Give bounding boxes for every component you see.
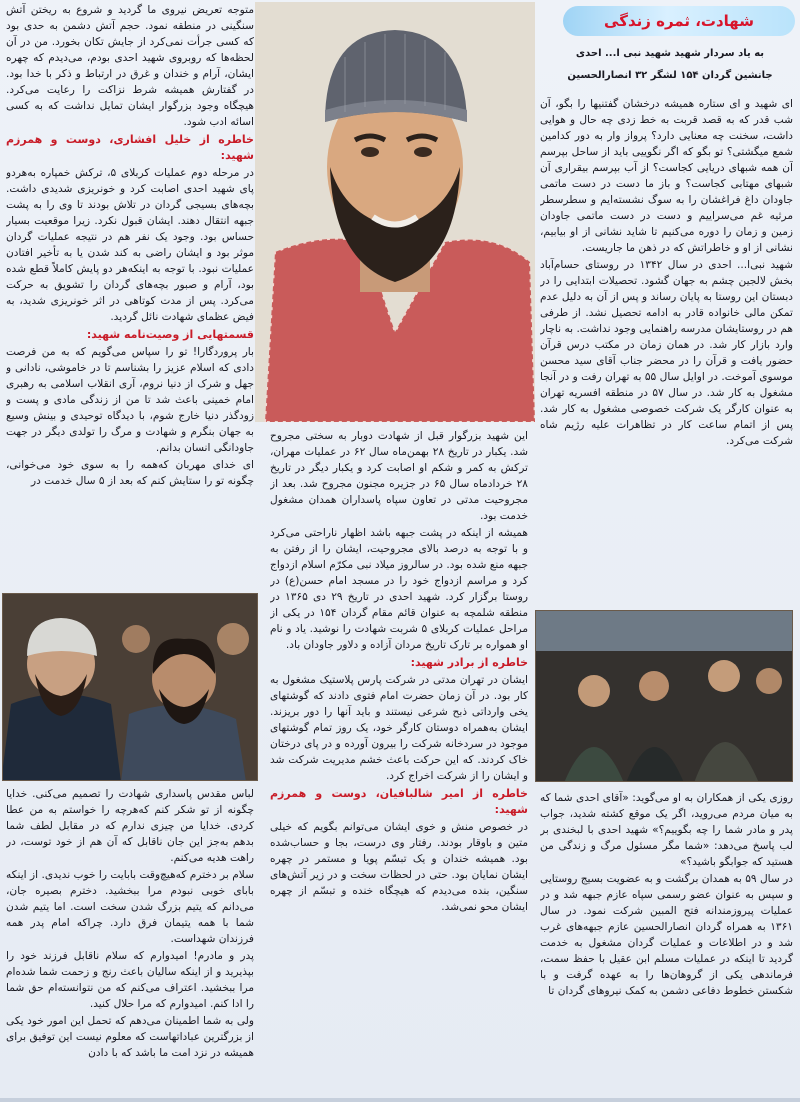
battle-paragraph: متوجه تعریض نیروی ما گردید و شروع به ریختن آتش سنگینی در منطقه نمود. حجم آتش دشمن به حدی بود که کسی جرأت نمی‌کرد از جایش تکان بخورد. من در آن لحظه‌ها که روبروی شهید احدی بودم، می‌دیدم که چهره ایشان، آرام و خندان و غرق در ارتباط و ذکر با خدا بود. در گفتارش همیشه شرط نزاکت را رعایت می‌کرد. هیچگاه وجود بزرگوار ایشان تمایل نداشت که به کسی اسائه ادب شود. (6, 4, 254, 128)
article-title: شهادت، ثمره زندگی (604, 12, 754, 30)
right-bottom-column (540, 790, 793, 1100)
will-closing-paragraph: ولی به شما اطمینان می‌دهم که تحمل این امور خود یکی از بزرگترین عباداتهاست که معلوم نیست این توفیق برای همیشه در نزد امت ما باشد که با دادن (6, 1015, 254, 1059)
will-paragraph-1: بار پروردگارا! تو را سپاس می‌گویم که به من فرصت دادی که اسلام عزیز را بشناسم تا در خاموشی، نادانی و جهل و شرک از دنیا نروم، آری انقلاب اسلامی به رهبری امام خمینی باعث شد تا من از زندگی مادی و پست و زودگذر دنیا خارج شوم، با دیدگاه توحیدی و بینش وسیع به جهان بنگرم و شهادت و مرگ را تولدی دیگر در جهت جاودانگی انسان بدانم. (6, 346, 254, 454)
article-title-banner (563, 6, 795, 36)
injuries-paragraph: این شهید بزرگوار قبل از شهادت دوبار به سختی مجروح شد. یکبار در تاریخ ۲۸ بهمن‌ماه سال ۶۲ در عملیات مهران، ترکش به کمر و شکم او اصابت کرد و یکبار دیگر در تاریخ ۲۸ خردادماه سال ۶۵ در جزیره مجنون مجروح شد. بعد از مجروحیت مدتی در تعاون سپاه پاسداران همدان مشغول خدمت بود. (270, 430, 528, 522)
intro-paragraph: ای شهید و ای ستاره همیشه درخشان گفتنیها را بگو، آن شب قدر که به قصد قربت به خط زدی چه حال و هوایی داشت، سخنت چه معنایی دارد؟ پرواز وار به دور کدامین شمع میگشتی؟ تو بگو که اگر نگوییی باید از ساحل بپرسم آن همه شبهای دریایی کجاست؟ از آب بپرسم بیقراری آن شبهای مهتابی کجاست؟ و باز ما دست در دست ماتمی جاودان داغ فراغشان را به سوگ نشسته‌ایم و سطرسطر مرثیه غم می‌سراییم و دست در دست ماتمی جاودان زمین و زمان را دوره می‌کنیم تا شاید نشانی از او بیابیم، نشانی از او و خاطراتش که در ذهن ما جاریست. (540, 98, 793, 254)
brother-memory-heading: خاطره از برادر شهید: (410, 656, 528, 669)
afshari-memory-heading: خاطره از خلیل افشاری، دوست و همرزم شهید: (6, 133, 254, 162)
group-portrait-photo (2, 593, 258, 781)
afshari-memory-paragraph: در مرحله دوم عملیات کربلای ۵، ترکش خمپاره به‌هردو پای شهید احدی اصابت کرد و خونریزی شدیدی داشت. بچه‌های بسیجی گردان در تلاش بودند تا وی را به پشت جبهه انتقال دهند. ایشان قبول نکرد. زیرا موقعیت بسیار حساس بود. وجود یک نفر هم در نتیجه عملیات گردان موثر بود و ایشان راضی به کند شدن یا به تأخیر افتادن عملیات نبود. با توجه به اینکه‌هر دو پایش کاملاً قطع شده بود، آرام و صبور بچه‌های گردان را تشویق به حرکت می‌کرد. پس از مدت کوتاهی در اثر خونریزی شدید، به فیض عظمای شهادت نائل گردید. (6, 167, 254, 323)
middle-column (270, 428, 528, 1100)
biography-paragraph: شهید نبی‌ا... احدی در سال ۱۳۴۲ در روستای حسام‌آباد بخش لالجین چشم به جهان گشود. تحصیلات ابتدایی را در دبستان این روستا به پایان رساند و پس از آن به دلیل عدم تمکن مالی خانواده قادر به ادامه تحصیل نشد. از طرفی هم در روستایشان مدرسه راهنمایی وجود نداشت. به ناچار وارد بازار کار شد. در همان زمان در مکتب درس قرآن حضور یافت و قرآن را در محضر جناب آقای سید محسن موسوی آموخت. در اوایل سال ۵۵ به تهران رفت و در آنجا مشغول به کار شد. در سال ۵۷ در منطقه افسریه تهران به عنوان کارگر یک شرکت خصوصی مشغول به کار شد. پس از اتمام ساعت کار در تظاهرات علیه رژیم شاه شرکت می‌کرد. (540, 259, 793, 447)
group-speech-photo (535, 610, 793, 782)
will-paragraph-3: لباس مقدس پاسداری شهادت را تصمیم می‌کنی. خدایا چگونه از تو شکر کنم که‌هرچه را خواستم به من عطا کردی. خدایا من چیزی ندارم که در مقابل لطف شما بدهم به‌جز این جان ناقابل که آن هم از خود توست، در راهت هدیه می‌کنم. (6, 788, 254, 864)
martyr-portrait-photo (255, 2, 535, 422)
shalbafian-memory-heading: خاطره از امیر شالبافیان، دوست و همرزم شهید: (270, 787, 528, 816)
will-heading: قسمتهایی از وصیت‌نامه شهید: (86, 328, 254, 341)
right-column (540, 96, 793, 602)
left-bottom-column (6, 786, 254, 1100)
left-column (6, 2, 254, 590)
group-speech-illustration (535, 611, 792, 782)
group-portrait-illustration (2, 594, 257, 781)
article-subtitle-dedication: به یاد سردار شهید شهید نبی ا... احدی (575, 48, 765, 59)
article-subtitle-position: جانشین گردان ۱۵۴ لشگر ۳۲ انصارالحسین (567, 70, 773, 81)
will-paragraph-2: ای خدای مهربان که‌همه را به سوی خود می‌خوانی، چگونه تو را ستایش کنم که بعد از ۵ سال خدمت در (6, 459, 254, 487)
brother-memory-paragraph: ایشان در تهران مدتی در شرکت پارس پلاستیک مشغول به کار بود. در آن زمان حضرت امام فتوی دادند که گوشتهای یخی وارداتی ذبح شرعی نیستند و باید آنها را دور بریزند. ایشان به‌همراه دوستان کارگر خود، یک روز تمام گوشتهای موجود در سردخانه شرکت را بیرون آورده و در پای درختان خاک کردند. که این حرکت باعث خشم مدیریت شرکت شد و ایشان را از شرکت اخراج کرد. (270, 674, 528, 782)
page-bottom-edge (0, 1098, 800, 1102)
portrait-illustration (255, 2, 535, 422)
shalbafian-memory-paragraph: در خصوص منش و خوی ایشان می‌توانم بگویم که خیلی متین و باوقار بودند. رفتار وی درست، بجا و حساب‌شده بود. همیشه خندان و یک تبسّم پویا و مستمر در چهره ایشان نمایان بود. حتی در لحظات سخت و در زیر آتش‌های سنگین، بنده می‌دیدم که هیچگاه خنده و تبسّم از چهره ایشان محو نمی‌شد. (270, 821, 528, 913)
martyrdom-paragraph: همیشه از اینکه در پشت جبهه باشد اظهار ناراحتی می‌کرد و با توجه به درصد بالای مجروحیت، ایشان را از رفتن به جبهه منع شده بود. در سالروز میلاد نبی مکرّم اسلام ازدواج کرد و مراسم ازدواج خود را در مسجد امام حسن(ع) در روستا برگزار کرد. شهید احدی در تاریخ ۲۹ دی ۱۳۶۵ در منطقه شلمچه به عنوان قائم مقام گردان ۱۵۴ در یکی از مراحل عملیات کربلای ۵ شربت شهادت را نوشید. یاد و نام او همواره بر تارک تاریخ مردان آزاده و دلاور جاودان باد. (270, 527, 528, 651)
service-history-paragraph: در سال ۵۹ به همدان برگشت و به عضویت بسیج روستایی و سپس به عنوان عضو رسمی سپاه عازم جبهه شد و در عملیات پیروزمندانه فتح المبین شرکت نمود. در سال ۱۳۶۱ به همراه گردان انصارالحسین عازم جبهه‌های غرب شد و در اطلاعات و عملیات گردان مشغول به خدمت گردید تا اینکه در عملیات مسلم ابن عقیل با حفظ سمت، فرماندهی یکی از گروهان‌ها را به عهده گرفت و با شکستن خطوط دفاعی دشمن به کمک نیروهای گردان تا (540, 873, 793, 997)
will-parents-paragraph: پدر و مادرم! امیدوارم که سلام ناقابل فرزند خود را بپذیرید و از اینکه سالیان باعث رنج و زحمت شما شده‌ام مرا ببخشید. اعتراف می‌کنم که من نتوانسته‌ام حق شما را ادا کنم. امیدوارم که مرا حلال کنید. (6, 950, 254, 1010)
memory-colleague-paragraph: روزی یکی از همکاران به او می‌گوید: «آقای احدی شما که به میان مردم می‌روید، اگر یک موقع کشته شدید، جواب پدر و مادر شما را چه بگوییم؟» شهید احدی با لبخندی بر لب پاسخ می‌دهد: «شما مگر مسئول مرگ و زندگی من هستید که جوابگو باشید؟» (540, 792, 793, 868)
will-daughter-paragraph: سلام بر دخترم که‌هیچ‌وقت بابایت را خوب ندیدی. از اینکه بابای خوبی نبودم مرا ببخشید. دخترم بصیره جان، می‌دانم که یتیم بزرگ شدن سخت است. اما یتیم شدن شما با همه یتیمان فرق دارد. چراکه امام پدر همه فرزندان شهداست. (6, 869, 254, 945)
